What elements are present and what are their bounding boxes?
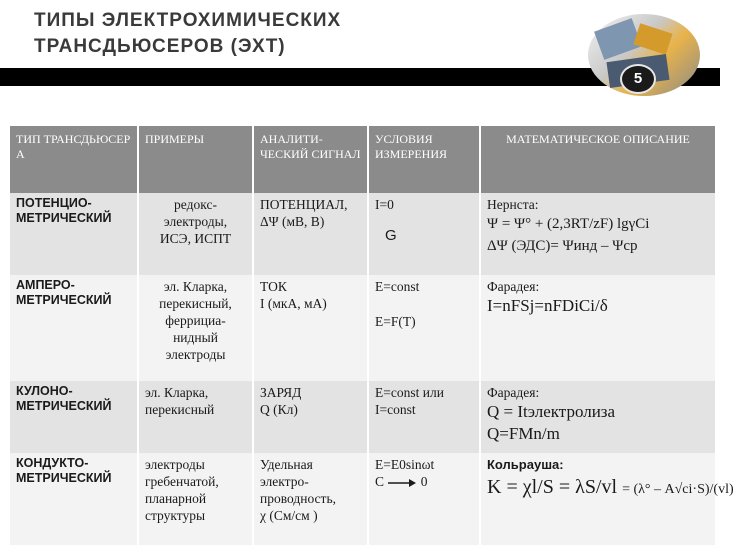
condition-b: E=F(T) [375, 314, 416, 329]
math-label: Фарадея: [487, 385, 540, 400]
math-formula-1: Ψ = Ψ° + (2,3RT/zF) lgγCi [487, 216, 650, 232]
row-signal: Удельная электро- проводность, χ (См/см ) [253, 453, 368, 545]
condition-a: I=0 [375, 197, 394, 212]
table-row [10, 381, 716, 453]
row-signal: ЗАРЯД Q (Кл) [253, 381, 368, 453]
math-formula-2: ΔΨ (ЭДС)= Ψинд – Ψср [487, 238, 638, 254]
row-type: ПОТЕНЦИО- МЕТРИЧЕСКИЙ [10, 193, 138, 275]
condition-c: 0 [420, 474, 428, 489]
row-signal: ПОТЕНЦИАЛ, ΔΨ (мВ, В) [253, 193, 368, 275]
header-conditions: УСЛОВИЯ ИЗМЕРЕНИЯ [368, 126, 480, 193]
condition-a: E=const [375, 279, 420, 294]
table-row [10, 453, 716, 545]
transducer-table [10, 126, 734, 545]
table-row [10, 193, 716, 275]
table-row [10, 275, 716, 381]
slide-number-badge: 5 [620, 64, 656, 94]
row-conditions [368, 275, 480, 381]
row-type: КОНДУКТО- МЕТРИЧЕСКИЙ [10, 453, 138, 545]
row-examples: электроды гребенчатой, планарной структуры [138, 453, 253, 545]
math-formula-2: Q=FMn/m [487, 424, 560, 443]
title-line-2: ТРАНСДЬЮСЕРОВ (ЭХТ) [34, 36, 286, 57]
row-conditions: E=const или I=const [368, 381, 480, 453]
row-signal: ТОК I (мкА, мА) [253, 275, 368, 381]
slide-title [34, 8, 504, 60]
header-type: ТИП ТРАНСДЬЮСЕР А [10, 126, 138, 193]
math-label: Фарадея: [487, 279, 540, 294]
math-formula-row [487, 473, 734, 504]
arrow-icon [387, 478, 417, 488]
row-examples: эл. Кларка, перекисный, феррициа- нидный электроды [138, 275, 253, 381]
math-formula-1: K = χl/S = λS/vl [487, 476, 618, 498]
math-label: Нернста: [487, 197, 539, 212]
condition-b: C [375, 474, 385, 489]
row-math [480, 453, 734, 545]
logo-shape-2 [633, 23, 672, 54]
header-signal: АНАЛИТИ-ЧЕСКИЙ СИГНАЛ [253, 126, 368, 193]
row-examples: эл. Кларка, перекисный [138, 381, 253, 453]
table-header-row [10, 126, 716, 193]
condition-a: E=E0sinωt [375, 457, 435, 472]
condition-b: G [385, 227, 397, 244]
header-math: МАТЕМАТИЧЕСКОЕ ОПИСАНИЕ [480, 126, 716, 193]
condition-b-line [375, 473, 473, 490]
row-math [480, 275, 716, 381]
math-formula-1: I=nFSj=nFDiCi/δ [487, 296, 608, 315]
row-conditions [368, 453, 480, 545]
row-type: АМПЕРО- МЕТРИЧЕСКИЙ [10, 275, 138, 381]
math-label: Кольрауша: [487, 457, 564, 472]
math-formula-1: Q = Itэлектролиза [487, 402, 616, 421]
title-line-1: ТИПЫ ЭЛЕКТРОХИМИЧЕСКИХ [34, 10, 342, 31]
math-formula-2: = (λ° – A√ci·S)/(vl) [622, 482, 734, 497]
row-examples: редокс- электроды, ИСЭ, ИСПТ [138, 193, 253, 275]
row-math [480, 193, 716, 275]
row-conditions [368, 193, 480, 275]
header-examples: ПРИМЕРЫ [138, 126, 253, 193]
row-math [480, 381, 716, 453]
row-type: КУЛОНО- МЕТРИЧЕСКИЙ [10, 381, 138, 453]
